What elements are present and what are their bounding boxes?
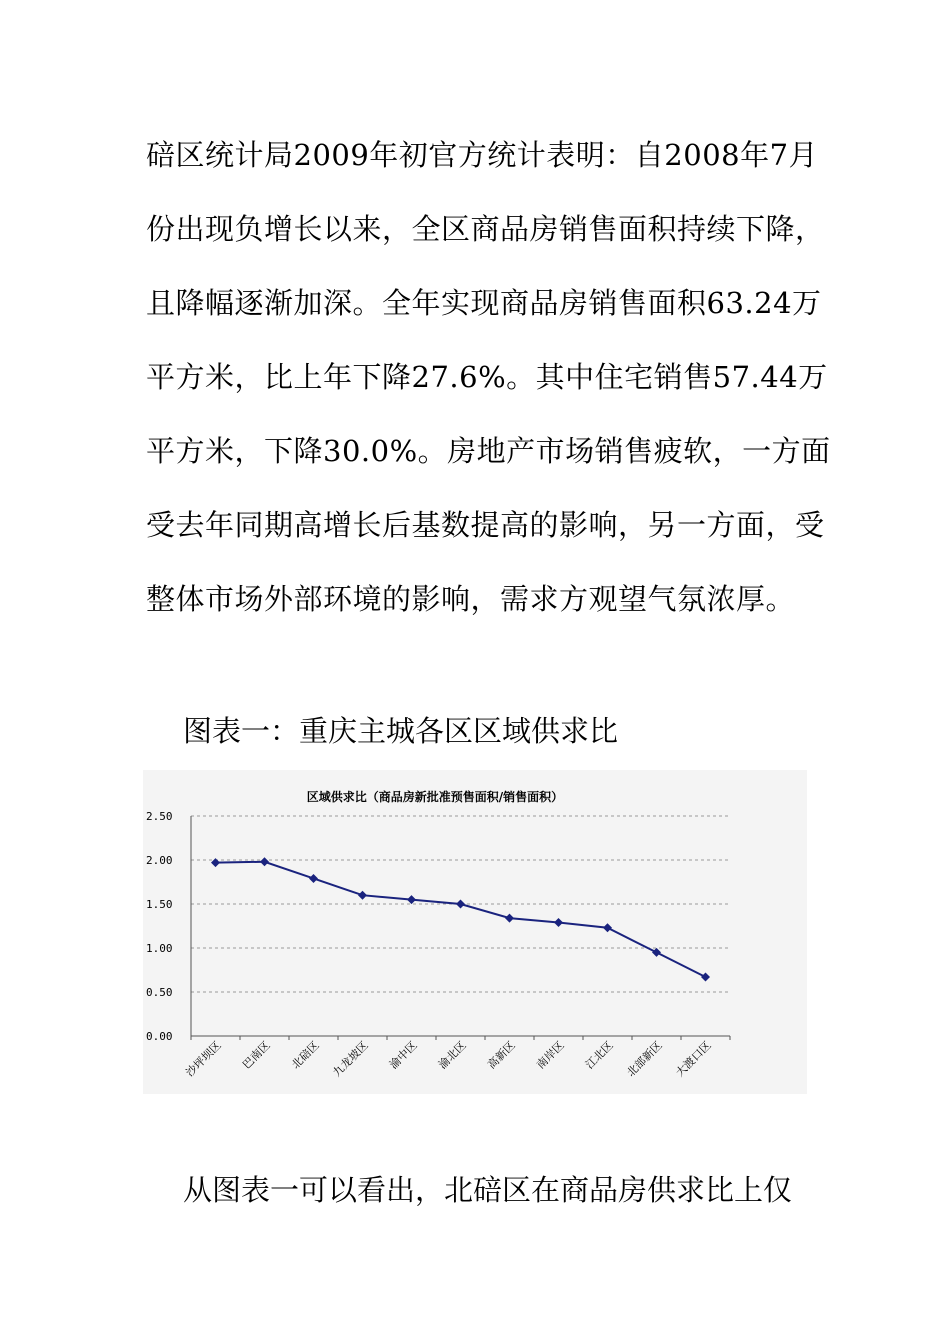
x-tick-labels xyxy=(183,1038,714,1079)
series-line xyxy=(216,862,706,977)
paragraph-line: 且降幅逐渐加深。全年实现商品房销售面积63.24万 xyxy=(146,286,822,320)
paragraph-line: 碚区统计局2009年初官方统计表明：自2008年7月 xyxy=(146,138,819,172)
y-tick-label: 1.50 xyxy=(146,898,173,911)
y-tick-label: 1.00 xyxy=(146,942,173,955)
x-tick-label: 江北区 xyxy=(583,1038,616,1072)
chart-title: 区域供求比（商品房新批准预售面积/销售面积） xyxy=(306,790,564,804)
data-point-marker xyxy=(309,874,318,883)
y-tick-labels xyxy=(146,810,173,1043)
series-line-path xyxy=(216,862,706,977)
chart-figure xyxy=(143,770,807,1094)
axes xyxy=(191,816,730,1040)
data-point-marker xyxy=(554,918,563,927)
series-markers xyxy=(211,857,710,981)
line-chart xyxy=(143,770,807,1094)
y-tick-label: 0.00 xyxy=(146,1030,173,1043)
y-tick-label: 0.50 xyxy=(146,986,173,999)
figure-caption: 图表一：重庆主城各区区域供求比 xyxy=(183,714,619,748)
x-tick-label: 渝中区 xyxy=(387,1038,420,1072)
x-tick-label: 高新区 xyxy=(485,1038,518,1072)
x-tick-label: 巴南区 xyxy=(240,1038,273,1072)
x-tick-label: 北碚区 xyxy=(289,1038,322,1072)
x-tick-label: 北部新区 xyxy=(624,1038,665,1080)
paragraph-line: 从图表一可以看出，北碚区在商品房供求比上仅 xyxy=(183,1173,793,1207)
data-point-marker xyxy=(358,891,367,900)
paragraph-line: 整体市场外部环境的影响，需求方观望气氛浓厚。 xyxy=(146,582,796,616)
data-point-marker xyxy=(505,914,514,923)
data-point-marker xyxy=(407,895,416,904)
data-point-marker xyxy=(211,858,220,867)
x-tick-label: 南岸区 xyxy=(534,1038,567,1072)
data-point-marker xyxy=(260,857,269,866)
paragraph-line: 份出现负增长以来，全区商品房销售面积持续下降， xyxy=(146,212,825,246)
y-tick-label: 2.00 xyxy=(146,854,173,867)
paragraph-line: 平方米，下降30.0%。房地产市场销售疲软，一方面 xyxy=(146,434,831,468)
x-tick-label: 九龙坡区 xyxy=(330,1038,371,1080)
paragraph-line: 受去年同期高增长后基数提高的影响，另一方面，受 xyxy=(146,508,825,542)
x-tick-label: 大渡口区 xyxy=(673,1038,714,1080)
data-point-marker xyxy=(701,973,710,982)
data-point-marker xyxy=(652,948,661,957)
data-point-marker xyxy=(456,900,465,909)
y-tick-label: 2.50 xyxy=(146,810,173,823)
x-tick-label: 渝北区 xyxy=(436,1038,469,1072)
data-point-marker xyxy=(603,923,612,932)
paragraph-line: 平方米，比上年下降27.6%。其中住宅销售57.44万 xyxy=(146,360,828,394)
x-tick-label: 沙坪坝区 xyxy=(183,1038,224,1080)
